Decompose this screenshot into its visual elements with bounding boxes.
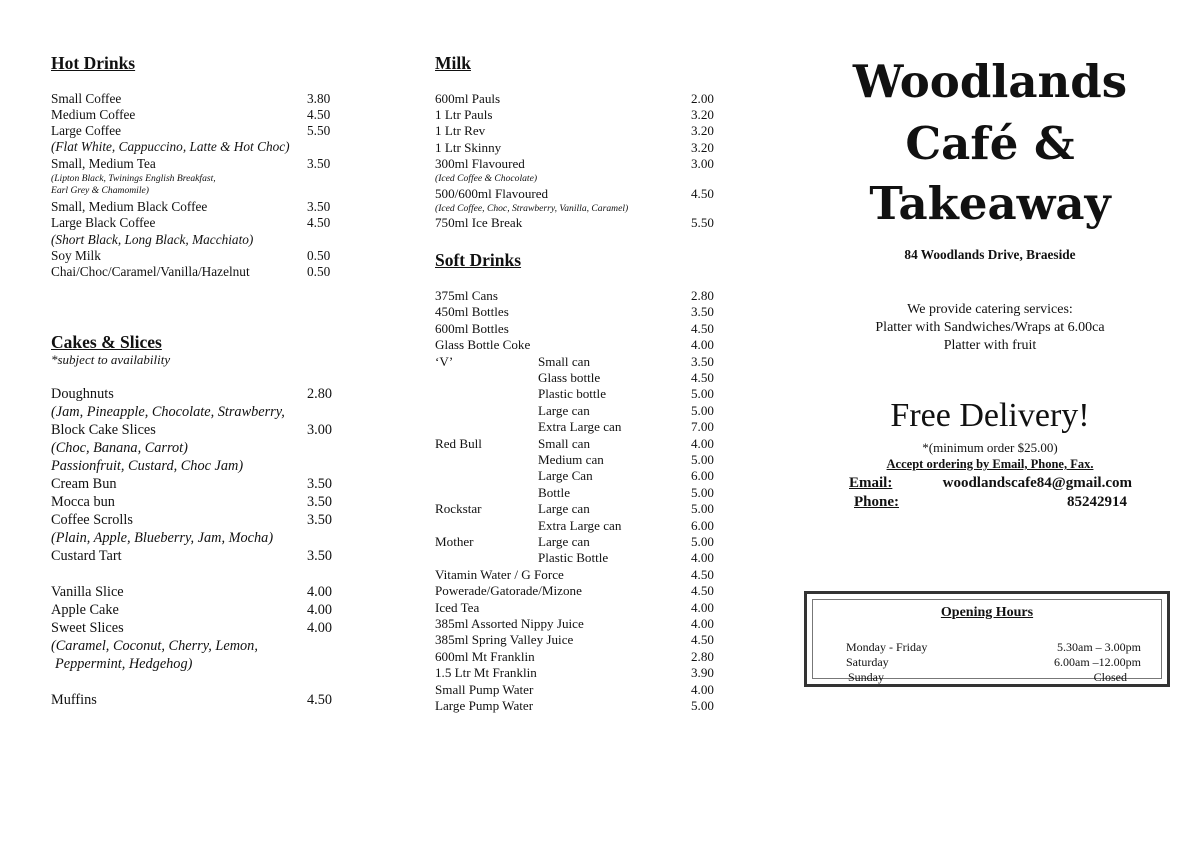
soft-drink-price: 4.50 bbox=[691, 320, 714, 336]
opening-hours-inner bbox=[812, 599, 1162, 684]
soft-drink-name: Glass Bottle Coke bbox=[435, 337, 531, 353]
soft-drink-price: 5.00 bbox=[691, 386, 714, 402]
soft-drink-size: Extra Large can bbox=[538, 419, 622, 435]
soft-drink-price: 4.00 bbox=[691, 616, 714, 631]
minimum-order: *(minimum order $25.00) bbox=[922, 440, 1058, 455]
soft-drinks-heading: Soft Drinks bbox=[435, 250, 522, 270]
phone-number[interactable]: 85242914 bbox=[1067, 494, 1127, 510]
soft-drink-name: 1.5 Ltr Mt Franklin bbox=[435, 665, 537, 681]
catering-line-2: Platter with Sandwiches/Wraps at 6.00ca bbox=[875, 320, 1105, 335]
cakes-heading: Cakes & Slices bbox=[51, 332, 162, 352]
soft-drink-price: 2.80 bbox=[691, 288, 714, 303]
soft-drink-price: 4.50 bbox=[691, 566, 714, 582]
soft-drink-price: 3.50 bbox=[691, 304, 714, 320]
soft-drink-size: Large can bbox=[538, 501, 590, 517]
soft-drink-price: 6.00 bbox=[691, 468, 714, 484]
hours-time: 5.30am – 3.00pm bbox=[1057, 640, 1141, 654]
free-delivery-title: Free Delivery! bbox=[890, 397, 1090, 434]
soft-drink-name: 600ml Bottles bbox=[435, 320, 509, 336]
soft-drink-size: Bottle bbox=[538, 484, 571, 500]
soft-drink-price: 3.90 bbox=[691, 665, 714, 681]
hot-drinks-heading: Hot Drinks bbox=[51, 53, 136, 73]
soft-drink-price: 6.00 bbox=[691, 517, 714, 533]
soft-drink-price: 5.00 bbox=[691, 402, 714, 418]
soft-drink-name: Large Pump Water bbox=[435, 698, 534, 713]
opening-hours-box bbox=[804, 591, 1170, 687]
soft-drink-price: 4.00 bbox=[691, 681, 714, 697]
soft-drink-size: Glass bottle bbox=[538, 370, 601, 385]
soft-drink-name: 450ml Bottles bbox=[435, 304, 509, 320]
brand-line-2: Café & bbox=[905, 117, 1075, 170]
soft-drink-size: Large can bbox=[538, 402, 590, 418]
soft-drink-price: 4.00 bbox=[691, 550, 714, 566]
soft-drink-size: Small can bbox=[538, 353, 590, 369]
soft-drink-name: Red Bull bbox=[435, 435, 482, 451]
soft-drink-price: 5.00 bbox=[691, 698, 714, 713]
email-address[interactable]: woodlandscafe84@gmail.com bbox=[942, 475, 1132, 491]
soft-drink-price: 4.00 bbox=[691, 337, 714, 353]
soft-drink-size: Large Can bbox=[538, 468, 593, 484]
brand-line-3: Takeaway bbox=[869, 177, 1111, 230]
soft-drink-name: Small Pump Water bbox=[435, 681, 534, 697]
soft-drink-price: 4.00 bbox=[691, 435, 714, 451]
hours-time: Closed bbox=[1093, 670, 1127, 684]
hours-time: 6.00am –12.00pm bbox=[1054, 655, 1141, 669]
soft-drink-size: Large can bbox=[538, 534, 590, 549]
email-line bbox=[849, 475, 1132, 492]
soft-drink-price: 3.50 bbox=[691, 353, 714, 369]
soft-drink-price: 5.00 bbox=[691, 484, 714, 500]
hours-day: Monday - Friday bbox=[846, 640, 928, 654]
soft-drink-name: Vitamin Water / G Force bbox=[435, 566, 564, 582]
catering-line-3: Platter with fruit bbox=[943, 338, 1037, 353]
soft-drink-price: 4.00 bbox=[691, 599, 714, 615]
phone-line bbox=[854, 494, 1127, 511]
soft-drink-name: Iced Tea bbox=[435, 599, 480, 615]
soft-drink-size: Small can bbox=[538, 435, 590, 451]
address: 84 Woodlands Drive, Braeside bbox=[904, 247, 1076, 262]
soft-drink-price: 4.50 bbox=[691, 370, 714, 385]
soft-drink-size: Plastic Bottle bbox=[538, 550, 609, 566]
accept-ordering: Accept ordering by Email, Phone, Fax. bbox=[886, 457, 1094, 471]
catering-line-1: We provide catering services: bbox=[907, 302, 1073, 317]
soft-drink-name: 375ml Cans bbox=[435, 288, 498, 303]
phone-label: Phone: bbox=[854, 494, 899, 510]
opening-hours-title: Opening Hours bbox=[940, 605, 1034, 620]
soft-drink-price: 5.00 bbox=[691, 534, 714, 549]
email-label: Email: bbox=[849, 475, 893, 491]
soft-drink-price: 4.50 bbox=[691, 632, 714, 648]
soft-drink-price: 5.00 bbox=[691, 452, 714, 467]
soft-drink-price: 4.50 bbox=[691, 583, 714, 599]
soft-drink-name: Rockstar bbox=[435, 501, 482, 517]
soft-drink-size: Medium can bbox=[538, 452, 604, 467]
soft-drink-price: 7.00 bbox=[691, 419, 714, 435]
soft-drink-name: 385ml Spring Valley Juice bbox=[435, 632, 574, 648]
hours-day: Sunday bbox=[848, 670, 884, 684]
brand-line-1: Woodlands bbox=[852, 55, 1128, 108]
soft-drink-name: 600ml Mt Franklin bbox=[435, 648, 535, 664]
soft-drink-price: 5.00 bbox=[691, 501, 714, 517]
milk-heading: Milk bbox=[435, 53, 471, 73]
soft-drink-price: 2.80 bbox=[691, 648, 714, 664]
soft-drink-size: Plastic bottle bbox=[538, 386, 607, 402]
soft-drink-name: ‘V’ bbox=[435, 353, 454, 369]
soft-drink-name: Powerade/Gatorade/Mizone bbox=[435, 583, 582, 599]
soft-drink-name: Mother bbox=[435, 534, 474, 549]
soft-drink-size: Extra Large can bbox=[538, 517, 622, 533]
soft-drink-name: 385ml Assorted Nippy Juice bbox=[435, 616, 584, 631]
cakes-subtitle: *subject to availability bbox=[51, 352, 171, 367]
hours-day: Saturday bbox=[846, 655, 889, 669]
